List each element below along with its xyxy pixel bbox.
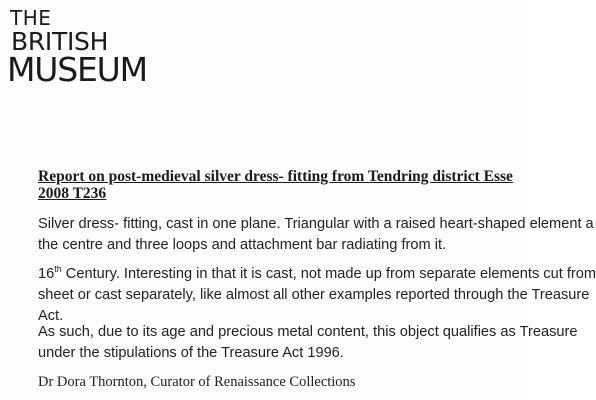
signature-line: Dr Dora Thornton, Curator of Renaissance Collections [38,374,356,390]
report-title [38,168,513,202]
logo-line-museum: MUSEUM [7,50,147,89]
description-paragraph [38,214,594,256]
century-superscript: th [54,264,62,274]
logo-line-the: THE [10,6,52,30]
british-museum-logo [7,6,147,89]
century-number: 16 [38,266,55,282]
paragraph-line: sheet or cast separately, like almost all other examples reported through the Treasure [38,287,590,303]
dating-paragraph [38,264,596,327]
paragraph-line: Silver dress- fitting, cast in one plane. Triangular with a raised heart-shaped element a [38,216,594,232]
logo-line-british: BRITISH [11,27,109,56]
paragraph-line: Act. [38,308,64,324]
treasure-conclusion-paragraph [38,322,577,364]
paragraph-line: As such, due to its age and precious metal content, this object qualifies as Treasure [38,324,578,340]
paragraph-text: Century. Interesting in that it is cast, not made up from separate elements cut from [61,266,596,282]
paragraph-line: under the stipulations of the Treasure Act 1996. [38,345,344,361]
report-reference-number: 2008 T236 [38,185,107,202]
report-title-line: Report on post-medieval silver dress- fitting from Tendring district Esse [38,168,513,185]
paragraph-line: the centre and three loops and attachment bar radiating from it. [38,237,447,253]
paragraph-line [38,264,596,285]
